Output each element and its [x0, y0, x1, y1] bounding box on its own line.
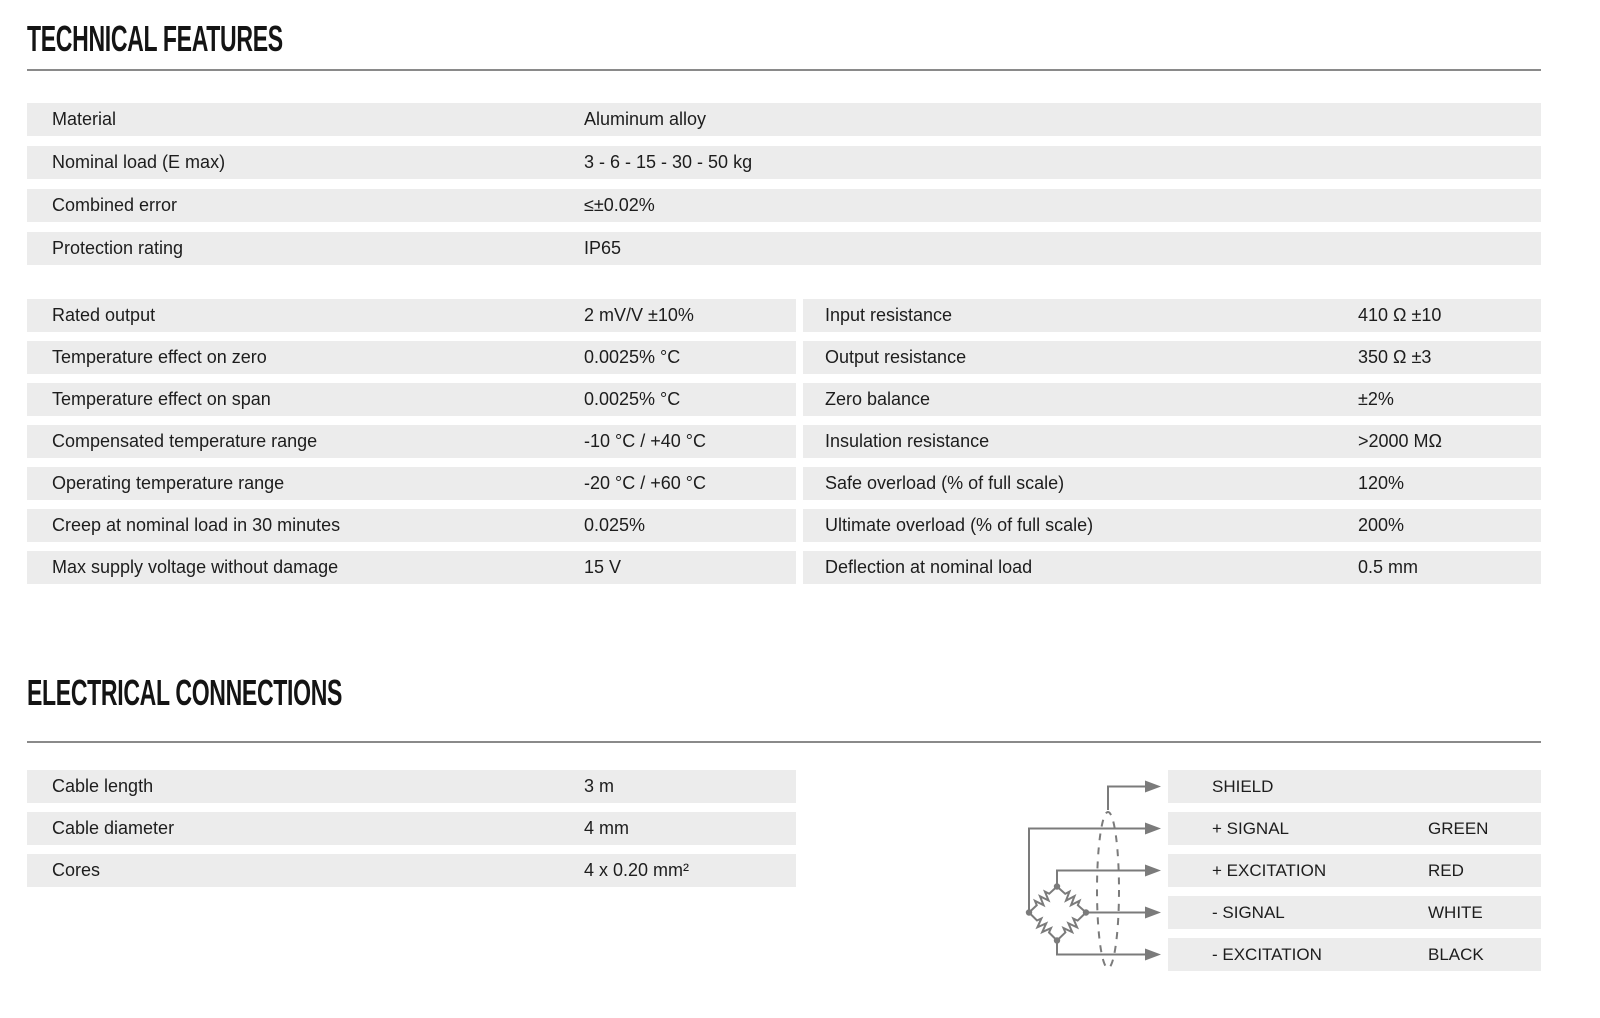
spec-label: Protection rating — [52, 238, 184, 258]
spec-value: 120% — [1358, 473, 1405, 493]
spec-value: -20 °C / +60 °C — [584, 473, 706, 493]
spec-label: Insulation resistance — [825, 431, 990, 451]
spec-value: 3 m — [584, 776, 615, 796]
spec-row — [27, 103, 1541, 136]
spec-label: Max supply voltage without damage — [52, 557, 339, 577]
section-title-technical-features — [27, 18, 427, 60]
spec-row — [27, 425, 796, 458]
wire-label: SHIELD — [1212, 777, 1274, 796]
spec-row — [803, 509, 1541, 542]
spec-value: ±2% — [1358, 389, 1394, 409]
spec-row — [27, 812, 796, 845]
wire-positive-excitation — [1057, 871, 1146, 887]
spec-label: Operating temperature range — [52, 473, 285, 493]
spec-label: Cores — [52, 860, 101, 880]
wire-color: RED — [1428, 861, 1464, 880]
spec-row — [27, 854, 796, 887]
bridge-node — [1083, 909, 1089, 915]
bridge-node — [1054, 937, 1060, 943]
arrow-icon — [1145, 823, 1161, 835]
bridge-node — [1054, 883, 1060, 889]
spec-value: 4 mm — [584, 818, 629, 838]
spec-label: Deflection at nominal load — [825, 557, 1033, 577]
wiring-row — [1168, 812, 1541, 845]
spec-value: 0.0025% °C — [584, 347, 681, 367]
section-title-text: ELECTRICAL CONNECTIONS — [27, 672, 343, 713]
wire-label: + EXCITATION — [1212, 861, 1327, 880]
spec-value: 3 - 6 - 15 - 30 - 50 kg — [584, 152, 753, 172]
spec-row — [27, 299, 796, 332]
wire-color: GREEN — [1428, 819, 1489, 838]
arrow-icon — [1145, 781, 1161, 793]
wiring-row — [1168, 770, 1541, 803]
spec-label: Nominal load (E max) — [52, 152, 226, 172]
spec-row — [803, 299, 1541, 332]
spec-row — [27, 232, 1541, 265]
spec-value: 0.025% — [584, 515, 646, 535]
wire-shield — [1108, 787, 1146, 811]
spec-value: 4 x 0.20 mm² — [584, 860, 690, 880]
spec-value: 350 Ω ±3 — [1358, 347, 1432, 367]
spec-value: >2000 MΩ — [1358, 431, 1443, 451]
spec-value: 0.5 mm — [1358, 557, 1419, 577]
spec-row — [27, 509, 796, 542]
spec-row — [27, 770, 796, 803]
wiring-diagram — [1000, 760, 1170, 980]
spec-label: Material — [52, 109, 117, 129]
section-title-electrical-connections — [27, 672, 519, 714]
spec-value: -10 °C / +40 °C — [584, 431, 706, 451]
arrow-icon — [1145, 865, 1161, 877]
spec-value: 200% — [1358, 515, 1405, 535]
wiring-row — [1168, 938, 1541, 971]
spec-label: Ultimate overload (% of full scale) — [825, 515, 1094, 535]
spec-row — [27, 551, 796, 584]
spec-label: Cable length — [52, 776, 154, 796]
spec-row — [803, 341, 1541, 374]
spec-label: Input resistance — [825, 305, 953, 325]
arrow-icon — [1145, 949, 1161, 961]
spec-label: Zero balance — [825, 389, 931, 409]
spec-label: Safe overload (% of full scale) — [825, 473, 1065, 493]
spec-label: Rated output — [52, 305, 156, 325]
spec-value: 410 Ω ±10 — [1358, 305, 1442, 325]
spec-label: Temperature effect on span — [52, 389, 271, 409]
section-divider — [27, 69, 1541, 71]
spec-label: Temperature effect on zero — [52, 347, 267, 367]
spec-row — [803, 383, 1541, 416]
spec-row — [803, 425, 1541, 458]
wiring-row — [1168, 854, 1541, 887]
section-title-text: TECHNICAL FEATURES — [27, 18, 283, 59]
spec-label: Combined error — [52, 195, 178, 215]
spec-row — [27, 146, 1541, 179]
cable-shield-ellipse — [1097, 812, 1119, 968]
spec-value: IP65 — [584, 238, 622, 258]
spec-value: 2 mV/V ±10% — [584, 305, 694, 325]
bridge-node — [1026, 909, 1032, 915]
wire-color: BLACK — [1428, 945, 1484, 964]
spec-label: Cable diameter — [52, 818, 175, 838]
spec-label: Compensated temperature range — [52, 431, 318, 451]
spec-row — [803, 551, 1541, 584]
wire-label: - EXCITATION — [1212, 945, 1322, 964]
section-divider — [27, 741, 1541, 743]
spec-value: Aluminum alloy — [584, 109, 707, 129]
spec-row — [27, 341, 796, 374]
wire-color: WHITE — [1428, 903, 1483, 922]
spec-value: 15 V — [584, 557, 622, 577]
spec-row — [27, 189, 1541, 222]
spec-value: 0.0025% °C — [584, 389, 681, 409]
wheatstone-bridge-icon — [1026, 883, 1089, 944]
arrow-icon — [1145, 907, 1161, 919]
spec-value: ≤±0.02% — [584, 195, 655, 215]
spec-label: Output resistance — [825, 347, 967, 367]
wire-label: - SIGNAL — [1212, 903, 1285, 922]
wire-label: + SIGNAL — [1212, 819, 1290, 838]
spec-row — [27, 467, 796, 500]
spec-row — [27, 383, 796, 416]
spec-label: Creep at nominal load in 30 minutes — [52, 515, 341, 535]
wiring-row — [1168, 896, 1541, 929]
spec-row — [803, 467, 1541, 500]
